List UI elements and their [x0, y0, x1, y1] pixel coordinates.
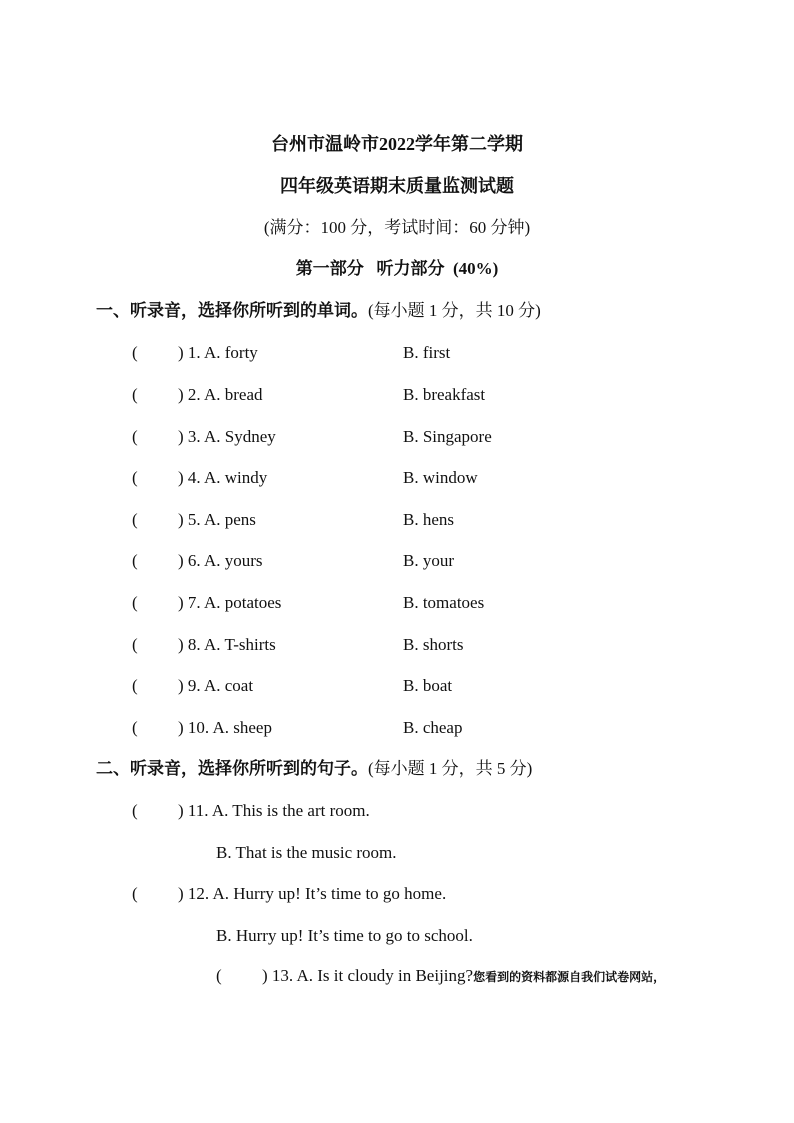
section1-title: 一、听录音，选择你所听到的单词。 — [96, 301, 368, 320]
question-9-option-b: B. boat — [403, 676, 453, 695]
question-5-option-b: B. hens — [403, 510, 454, 529]
answer-paren[interactable]: ( — [132, 801, 138, 820]
question-13-row — [262, 966, 665, 987]
question-3-option-a: ) 3. A. Sydney — [178, 427, 276, 446]
question-10-option-a: ) 10. A. sheep — [178, 718, 272, 737]
answer-paren[interactable]: ( — [132, 343, 138, 362]
answer-paren[interactable]: ( — [132, 468, 138, 487]
question-6-option-a: ) 6. A. yours — [178, 551, 263, 570]
question-1-option-b: B. first — [403, 343, 451, 362]
part-heading: 第一部分 听力部分 (40%) — [295, 259, 499, 278]
question-4-option-b: B. window — [403, 468, 478, 487]
question-11-option-b: B. That is the music room. — [216, 843, 397, 862]
question-9-option-a: ) 9. A. coat — [178, 676, 254, 695]
answer-paren[interactable]: ( — [132, 884, 138, 903]
answer-paren[interactable]: ( — [132, 427, 138, 446]
exam-title-line1: 台州市温岭市2022学年第二学期 — [271, 134, 523, 154]
exam-info: (满分：100 分，考试时间：60 分钟) — [263, 218, 531, 237]
section2-title: 二、听录音，选择你所听到的句子。 — [96, 759, 368, 778]
answer-paren[interactable]: ( — [132, 593, 138, 612]
question-6-option-b: B. your — [403, 551, 454, 570]
answer-paren[interactable]: ( — [132, 510, 138, 529]
section2-scoring: (每小题 1 分，共 5 分) — [368, 759, 533, 778]
question-12-option-a: ) 12. A. Hurry up! It’s time to go home. — [178, 884, 447, 903]
section2-heading — [96, 759, 532, 779]
exam-title-line2: 四年级英语期末质量监测试题 — [280, 176, 514, 196]
watermark-note: 您看到的资料都源自我们试卷网站， — [473, 970, 666, 984]
question-7-option-b: B. tomatoes — [403, 593, 485, 612]
question-11-option-a: ) 11. A. This is the art room. — [178, 801, 370, 820]
question-13-option-a: ) 13. A. Is it cloudy in Beijing? — [262, 966, 474, 985]
question-1-option-a: ) 1. A. forty — [178, 343, 258, 362]
question-8-option-b: B. shorts — [403, 635, 464, 654]
question-2-option-a: ) 2. A. bread — [178, 385, 263, 404]
answer-paren[interactable]: ( — [132, 551, 138, 570]
question-12-option-b: B. Hurry up! It’s time to go to school. — [216, 926, 473, 945]
answer-paren[interactable]: ( — [216, 966, 222, 985]
answer-paren[interactable]: ( — [132, 718, 138, 737]
question-5-option-a: ) 5. A. pens — [178, 510, 256, 529]
answer-paren[interactable]: ( — [132, 635, 138, 654]
answer-paren[interactable]: ( — [132, 385, 138, 404]
question-4-option-a: ) 4. A. windy — [178, 468, 268, 487]
answer-paren[interactable]: ( — [132, 676, 138, 695]
question-7-option-a: ) 7. A. potatoes — [178, 593, 282, 612]
question-2-option-b: B. breakfast — [403, 385, 486, 404]
question-3-option-b: B. Singapore — [403, 427, 492, 446]
question-10-option-b: B. cheap — [403, 718, 463, 737]
section1-scoring: (每小题 1 分，共 10 分) — [368, 301, 541, 320]
section1-heading — [96, 301, 541, 321]
question-8-option-a: ) 8. A. T-shirts — [178, 635, 276, 654]
